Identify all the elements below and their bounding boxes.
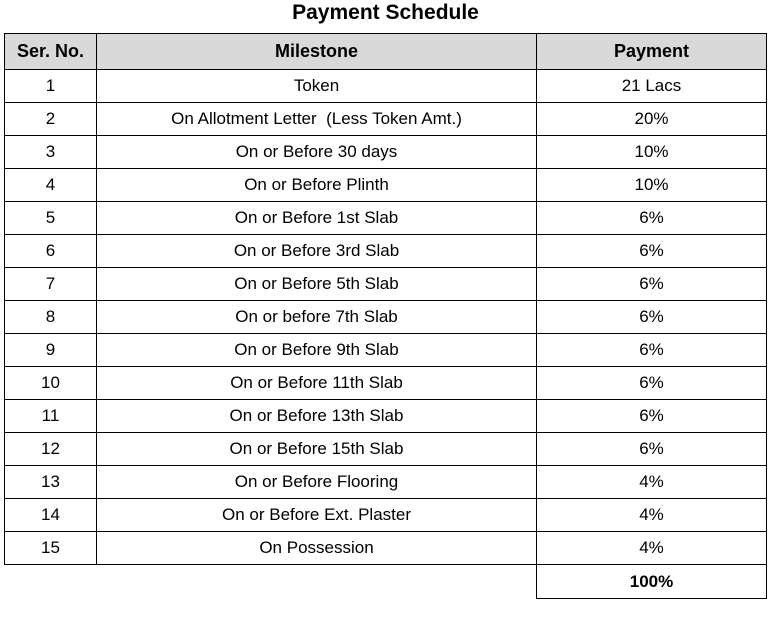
column-header-payment: Payment <box>537 34 767 70</box>
milestone-cell: On or Before 11th Slab <box>97 367 537 400</box>
payment-cell: 6% <box>537 334 767 367</box>
payment-cell: 6% <box>537 400 767 433</box>
table-row <box>5 103 767 136</box>
milestone-cell: On or Before 9th Slab <box>97 334 537 367</box>
payment-cell: 4% <box>537 499 767 532</box>
payment-schedule-table <box>4 33 767 599</box>
table-row <box>5 400 767 433</box>
table-row <box>5 532 767 565</box>
table-row <box>5 169 767 202</box>
table-row <box>5 334 767 367</box>
milestone-cell: On or Before Ext. Plaster <box>97 499 537 532</box>
milestone-cell: On or Before 30 days <box>97 136 537 169</box>
table-row <box>5 70 767 103</box>
table-row <box>5 433 767 466</box>
serial-cell: 10 <box>5 367 97 400</box>
milestone-cell: On or before 7th Slab <box>97 301 537 334</box>
payment-cell: 4% <box>537 466 767 499</box>
column-header-serial: Ser. No. <box>5 34 97 70</box>
milestone-cell: Token <box>97 70 537 103</box>
milestone-cell: On or Before 15th Slab <box>97 433 537 466</box>
payment-cell: 4% <box>537 532 767 565</box>
table-row <box>5 235 767 268</box>
serial-cell: 14 <box>5 499 97 532</box>
milestone-cell: On or Before 3rd Slab <box>97 235 537 268</box>
milestone-cell: On Possession <box>97 532 537 565</box>
serial-cell: 8 <box>5 301 97 334</box>
milestone-cell: On or Before 13th Slab <box>97 400 537 433</box>
payment-cell: 6% <box>537 367 767 400</box>
table-row <box>5 466 767 499</box>
blank-cell <box>5 565 97 599</box>
milestone-cell: On or Before 1st Slab <box>97 202 537 235</box>
payment-cell: 21 Lacs <box>537 70 767 103</box>
serial-cell: 2 <box>5 103 97 136</box>
milestone-cell: On Allotment Letter (Less Token Amt.) <box>97 103 537 136</box>
payment-cell: 10% <box>537 169 767 202</box>
payment-cell: 6% <box>537 268 767 301</box>
page-title: Payment Schedule <box>292 1 479 24</box>
serial-cell: 15 <box>5 532 97 565</box>
table-row <box>5 202 767 235</box>
serial-cell: 11 <box>5 400 97 433</box>
payment-cell: 6% <box>537 235 767 268</box>
payment-cell: 10% <box>537 136 767 169</box>
payment-cell: 6% <box>537 202 767 235</box>
header-row <box>5 34 767 70</box>
table-row <box>5 499 767 532</box>
table-header <box>5 34 767 70</box>
serial-cell: 6 <box>5 235 97 268</box>
milestone-cell: On or Before Flooring <box>97 466 537 499</box>
serial-cell: 13 <box>5 466 97 499</box>
serial-cell: 12 <box>5 433 97 466</box>
serial-cell: 5 <box>5 202 97 235</box>
milestone-cell: On or Before Plinth <box>97 169 537 202</box>
serial-cell: 4 <box>5 169 97 202</box>
total-row <box>5 565 767 599</box>
milestone-cell: On or Before 5th Slab <box>97 268 537 301</box>
table-row <box>5 136 767 169</box>
column-header-milestone: Milestone <box>97 34 537 70</box>
serial-cell: 1 <box>5 70 97 103</box>
serial-cell: 3 <box>5 136 97 169</box>
table-row <box>5 301 767 334</box>
payment-cell: 6% <box>537 433 767 466</box>
serial-cell: 7 <box>5 268 97 301</box>
payment-cell: 20% <box>537 103 767 136</box>
payment-cell: 6% <box>537 301 767 334</box>
blank-cell <box>97 565 537 599</box>
table-row <box>5 367 767 400</box>
total-payment-cell: 100% <box>537 565 767 599</box>
table-row <box>5 268 767 301</box>
table-body <box>5 70 767 599</box>
serial-cell: 9 <box>5 334 97 367</box>
